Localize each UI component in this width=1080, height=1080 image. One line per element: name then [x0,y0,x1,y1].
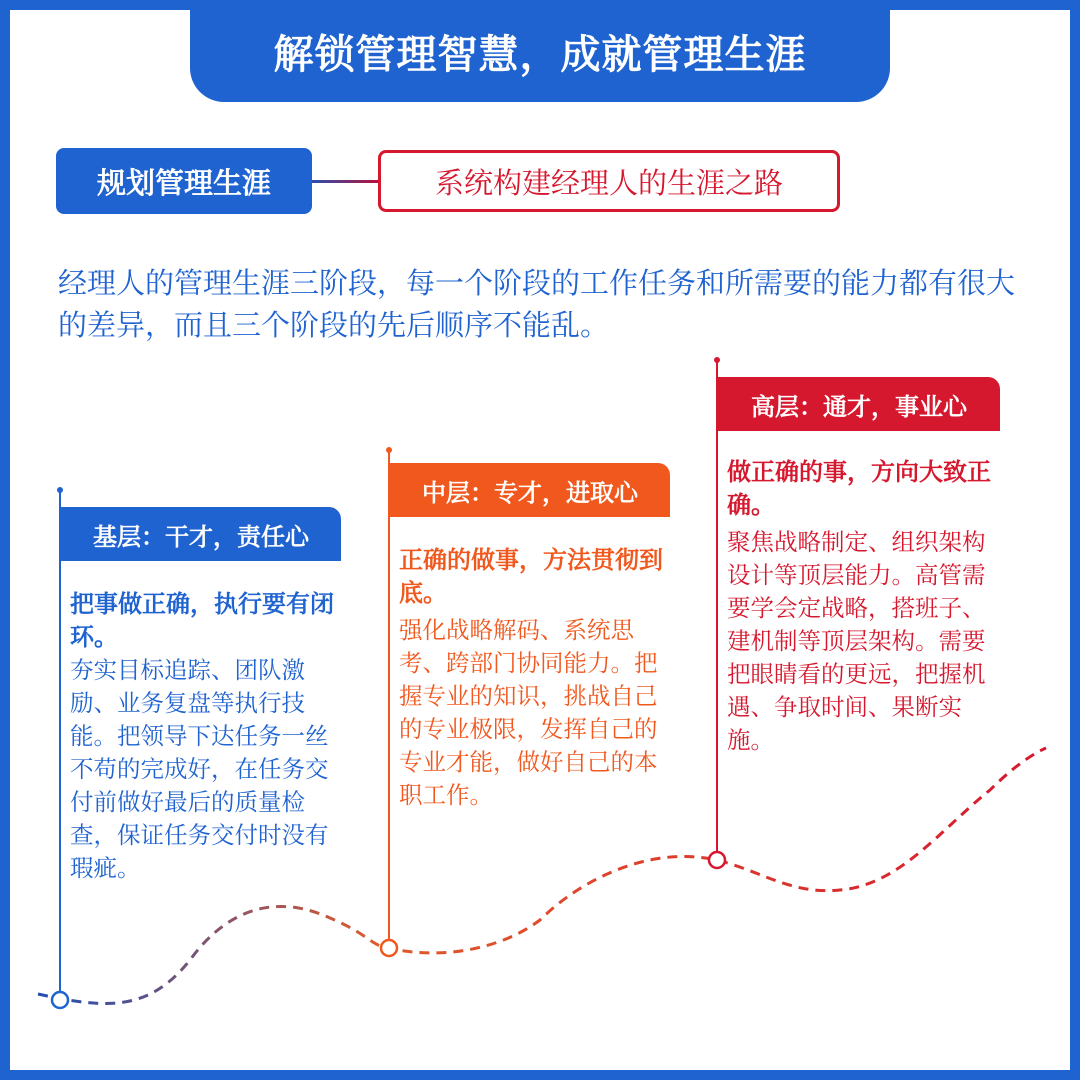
stage-1-heading: 基层：干才，责任心 [61,507,341,561]
stage-2-marker [381,940,397,956]
stage-1-body: 夯实目标追踪、团队激励、业务复盘等执行技能。把领导下达任务一丝不苟的完成好，在任务交付前做好最后的质量检查，保证任务交付时没有瑕疵。 [70,656,329,882]
section-label: 规划管理生涯 [56,148,312,214]
stage-2-body: 强化战略解码、系统思考、跨部门协同能力。把握专业的知识，挑战自己的专业极限，发挥自己的专业才能，做好自己的本职工作。 [399,616,658,809]
stage-2-pole-cap [386,447,392,453]
stage-2-title: 正确的做事，方法贯彻到底。 [399,546,663,607]
page-title: 解锁管理智慧，成就管理生涯 [273,31,807,78]
section-subtitle: 系统构建经理人的生涯之路 [378,150,840,212]
stage-1-title: 把事做正确，执行要有闭环。 [70,590,334,651]
stage-2-heading: 中层：专才，进取心 [390,463,670,517]
stage-3-heading: 高层：通才，事业心 [718,377,1000,431]
stage-3-marker [709,852,725,868]
stage-1-pole-cap [57,487,63,493]
stage-3-pole-cap [714,357,720,363]
stage-3-title: 做正确的事，方向大致正确。 [727,458,991,519]
stage-1-marker [52,992,68,1008]
intro-paragraph: 经理人的管理生涯三阶段，每一个阶段的工作任务和所需要的能力都有很大的差异，而且三个阶段的先后顺序不能乱。 [58,266,1016,342]
stage-3-body: 聚焦战略制定、组织架构设计等顶层能力。高管需要学会定战略，搭班子、建机制等顶层架构。需要把眼睛看的更远，把握机遇、争取时间、果断实施。 [727,528,986,754]
